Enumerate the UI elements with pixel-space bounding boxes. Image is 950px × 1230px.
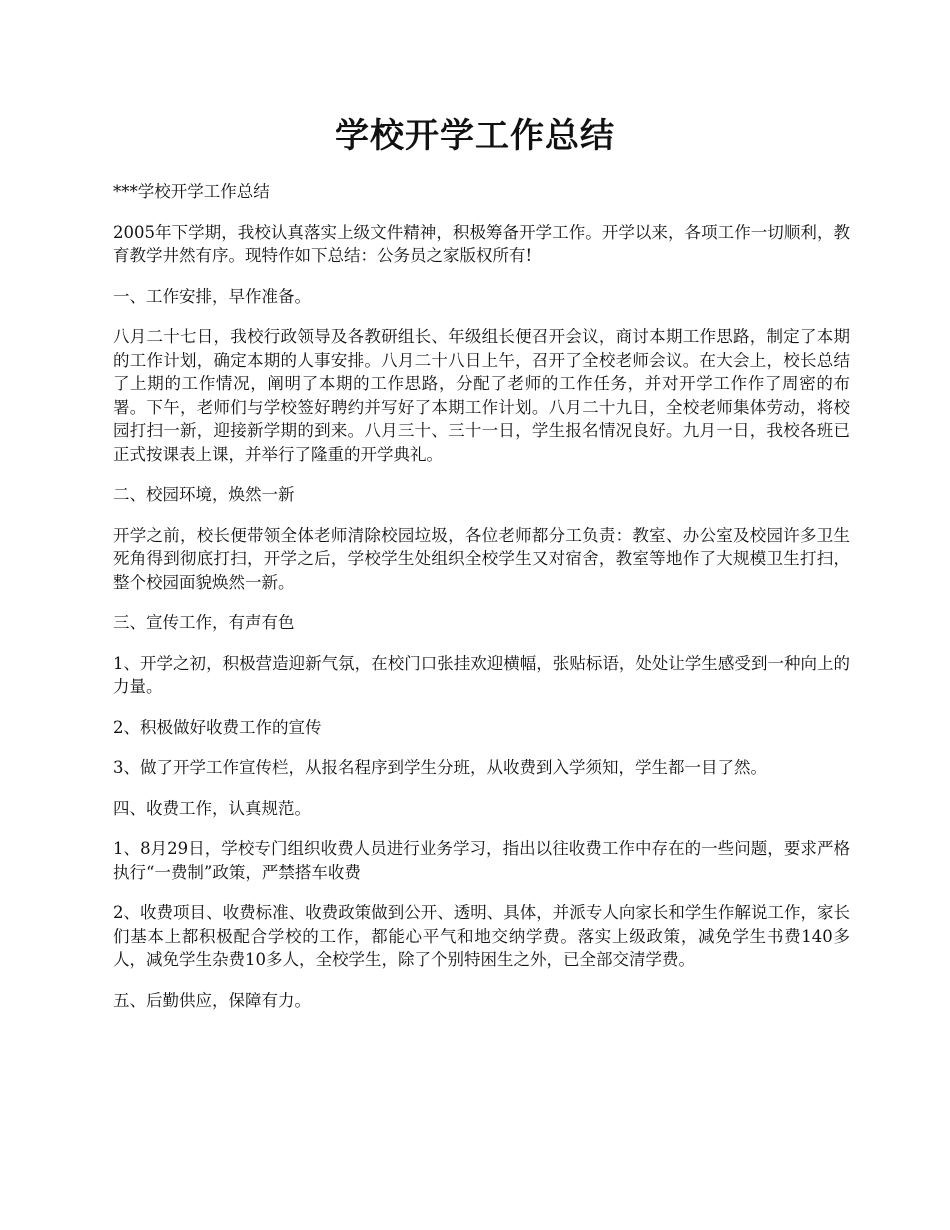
section-heading-5: 五、后勤供应，保障有力。 [113, 990, 311, 1010]
paragraph-section-4-item-2: 2、收费项目、收费标准、收费政策做到公开、透明、具体，并派专人向家长和学生作解说工作，家长们基本上都积极配合学校的工作，都能心平气和地交纳学费。落实上级政策，减免学生书费140多人，减免学生杂费10多人，全校学生，除了个别特困生之外，已全部交清学费。 [113, 903, 850, 969]
paragraph-section-3-item-1: 1、开学之初，积极营造迎新气氛，在校门口张挂欢迎横幅，张贴标语，处处让学生感受到一种向上的力量。 [113, 653, 850, 696]
document-body [113, 180, 850, 1029]
section-heading-1: 一、工作安排，早作准备。 [113, 286, 311, 306]
document-title: 学校开学工作总结 [335, 116, 615, 156]
paragraph-section-3-item-3: 3、做了开学工作宣传栏，从报名程序到学生分班，从收费到入学须知，学生都一目了然。 [113, 758, 767, 777]
section-heading-2: 二、校园环境，焕然一新 [113, 485, 295, 504]
section-heading-3: 三、宣传工作，有声有色 [113, 613, 295, 632]
paragraph-section-1: 八月二十七日，我校行政领导及各教研组长、年级组长便召开会议，商讨本期工作思路，制定了本期的工作计划，确定本期的人事安排。八月二十八日上午，召开了全校老师会议。在大会上，校长总结了上期的工作情况，阐明了本期的工作思路，分配了老师的工作任务，并对开学工作作了周密的布署。下午，老师们与学校签好聘约并写好了本期工作计划。八月二十九日，全校老师集体劳动，将校园打扫一新，迎接新学期的到来。八月三十、三十一日，学生报名情况良好。九月一日，我校各班已正式按课表上课，并举行了隆重的开学典礼。 [113, 327, 850, 464]
section-heading-4: 四、收费工作，认真规范。 [113, 798, 311, 818]
paragraph-section-4-item-1: 1、8月29日，学校专门组织收费人员进行业务学习，指出以往收费工作中存在的一些问题，要求严格执行“一费制”政策，严禁搭车收费 [113, 839, 850, 882]
paragraph-section-3-item-2: 2、积极做好收费工作的宣传 [113, 717, 322, 737]
paragraph-intro: 2005年下学期，我校认真落实上级文件精神，积极筹备开学工作。开学以来，各项工作一切顺利，教育教学井然有序。现特作如下总结：公务员之家版权所有! [113, 222, 850, 265]
paragraph-section-2: 开学之前，校长便带领全体老师清除校园垃圾，各位老师都分工负责：教室、办公室及校园许多卫生死角得到彻底打扫，开学之后，学校学生处组织全校学生又对宿舍，教室等地作了大规模卫生打扫，整个校园面貌焕然一新。 [113, 525, 850, 592]
paragraph-subtitle: ***学校开学工作总结 [113, 182, 270, 201]
